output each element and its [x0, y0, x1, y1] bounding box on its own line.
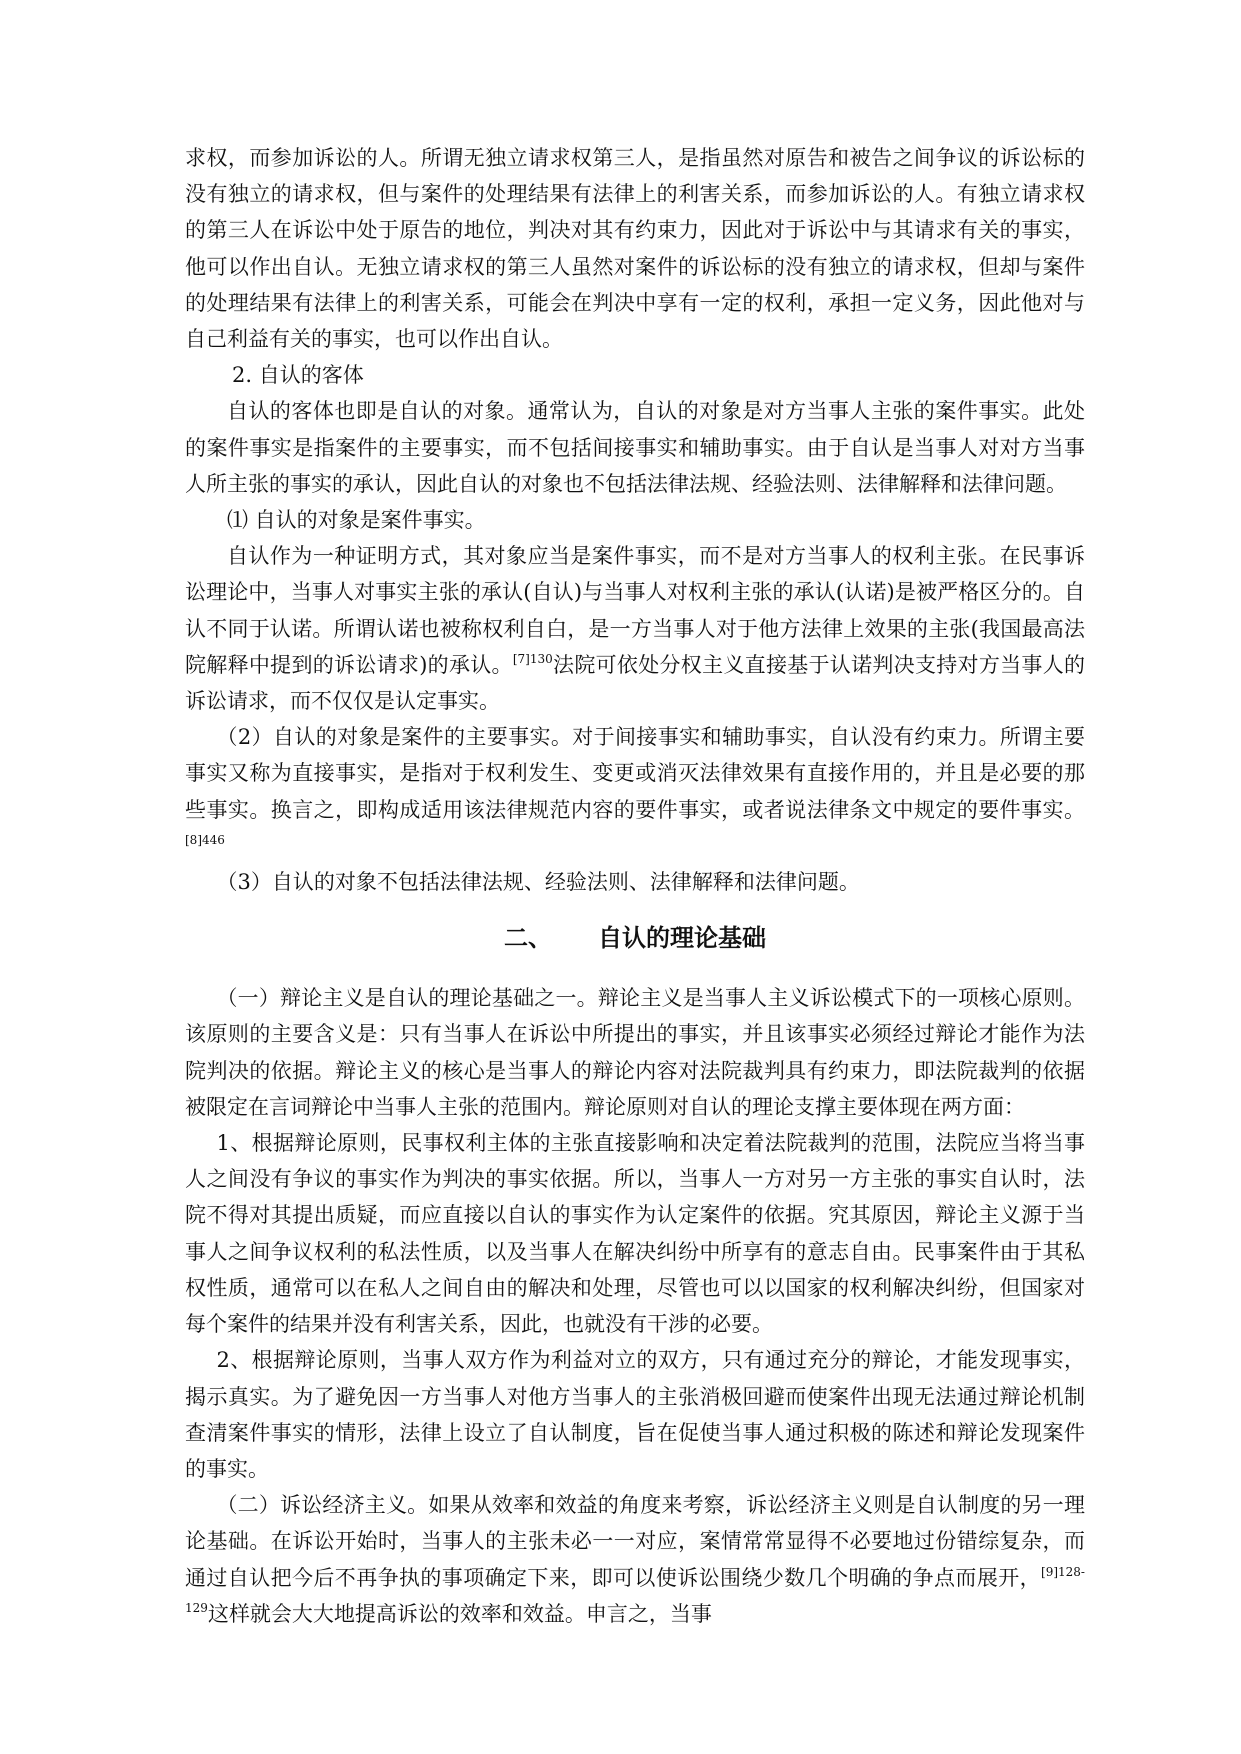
paragraph-litigation-economy [185, 1487, 1085, 1632]
subheading-confession-object: 2. 自认的客体 [232, 363, 364, 388]
paragraph-text: 自认作为一种证明方式，其对象应当是案件事实，而不是对方当事人的权利主张。在民事诉讼理论中，当事人对事实主张的承认(自认)与当事人对权利主张的承认(认诺)是被严格区分的。自认不同于认诺。所谓认诺也被称权利自白，是一方当事人对于他方法律上效果的主张(我国最高法院解释中提到的诉讼请求)的承认。 [185, 544, 1085, 677]
paragraph-debate-point-2: 2、根据辩论原则，当事人双方作为利益对立的双方，只有通过充分的辩论，才能发现事实，揭示真实。为了避免因一方当事人对他方当事人的主张消极回避而使案件出现无法通过辩论机制查清案件事实的情形，法律上设立了自认制度，旨在促使当事人通过积极的陈述和辩论发现案件的事实。 [185, 1348, 1085, 1481]
citation-superscript: [9]128-129 [185, 1564, 1085, 1615]
paragraph-text: （2）自认的对象是案件的主要事实。对于间接事实和辅助事实，自认没有约束力。所谓主要事实又称为直接事实，是指对于权利发生、变更或消灭法律效果有直接作用的，并且是必要的那些事实。换言之，即构成适用该法律规范内容的要件事实，或者说法律条文中规定的要件事实。 [185, 725, 1085, 822]
paragraph-item-2 [185, 719, 1085, 864]
section-number: 二、 [504, 923, 552, 953]
paragraph-third-party-confession: 求权，而参加诉讼的人。所谓无独立请求权第三人，是指虽然对原告和被告之间争议的诉讼标的没有独立的请求权，但与案件的处理结果有法律上的利害关系，而参加诉讼的人。有独立请求权的第三人在诉讼中处于原告的地位，判决对其有约束力，因此对于诉讼中与其请求有关的事实，他可以作出自认。无独立请求权的第三人虽然对案件的诉讼标的没有独立的请求权，但却与案件的处理结果有法律上的利害关系，可能会在判决中享有一定的权利，承担一定义务，因此他对与自己利益有关的事实，也可以作出自认。 [185, 146, 1085, 352]
paragraph-item-1-heading: ⑴ 自认的对象是案件事实。 [227, 508, 486, 533]
paragraph-object-intro: 自认的客体也即是自认的对象。通常认为，自认的对象是对方当事人主张的案件事实。此处的案件事实是指案件的主要事实，而不包括间接事实和辅助事实。由于自认是当事人对对方当事人所主张的事实的承认，因此自认的对象也不包括法律法规、经验法则、法律解释和法律问题。 [185, 399, 1085, 496]
document-page [185, 140, 1085, 1632]
paragraph-text: （二）诉讼经济主义。如果从效率和效益的角度来考察，诉讼经济主义则是自认制度的另一理论基础。在诉讼开始时，当事人的主张未必一一对应，案情常常显得不必要地过份错综复杂，而通过自认把今后不再争执的事项确定下来，即可以使诉讼围绕少数几个明确的争点而展开， [185, 1493, 1085, 1590]
section-title: 自认的理论基础 [598, 923, 766, 953]
paragraph-text: 法院可依处分权主义直接基于认诺判决支持对方当事人的诉讼请求，而不仅仅是认定事实。 [185, 652, 1085, 714]
citation-superscript: [8]446 [185, 832, 225, 847]
section-heading [185, 900, 1085, 980]
paragraph-debate-point-1: 1、根据辩论原则，民事权利主体的主张直接影响和决定着法院裁判的范围，法院应当将当事人之间没有争议的事实作为判决的事实依据。所以，当事人一方对另一方主张的事实自认时，法院不得对其提出质疑，而应直接以自认的事实作为认定案件的依据。究其原因，辩论主义源于当事人之间争议权利的私法性质，以及当事人在解决纠纷中所享有的意志自由。民事案件由于其私权性质，通常可以在私人之间自由的解决和处理，尽管也可以以国家的权利解决纠纷，但国家对每个案件的结果并没有利害关系，因此，也就没有干涉的必要。 [185, 1131, 1085, 1337]
citation-superscript: [7]130 [512, 651, 553, 666]
paragraph-item-3: （3）自认的对象不包括法律法规、经验法则、法律解释和法律问题。 [216, 870, 860, 895]
paragraph-debate-principle: （一）辩论主义是自认的理论基础之一。辩论主义是当事人主义诉讼模式下的一项核心原则。该原则的主要含义是：只有当事人在诉讼中所提出的事实，并且该事实必须经过辩论才能作为法院判决的依据。辩论主义的核心是当事人的辩论内容对法院裁判具有约束力，即法院裁判的依据被限定在言词辩论中当事人主张的范围内。辩论原则对自认的理论支撑主要体现在两方面： [185, 986, 1085, 1119]
paragraph-item-1-body [185, 538, 1085, 719]
paragraph-text: 这样就会大大地提高诉讼的效率和效益。申言之，当事 [207, 1601, 712, 1626]
